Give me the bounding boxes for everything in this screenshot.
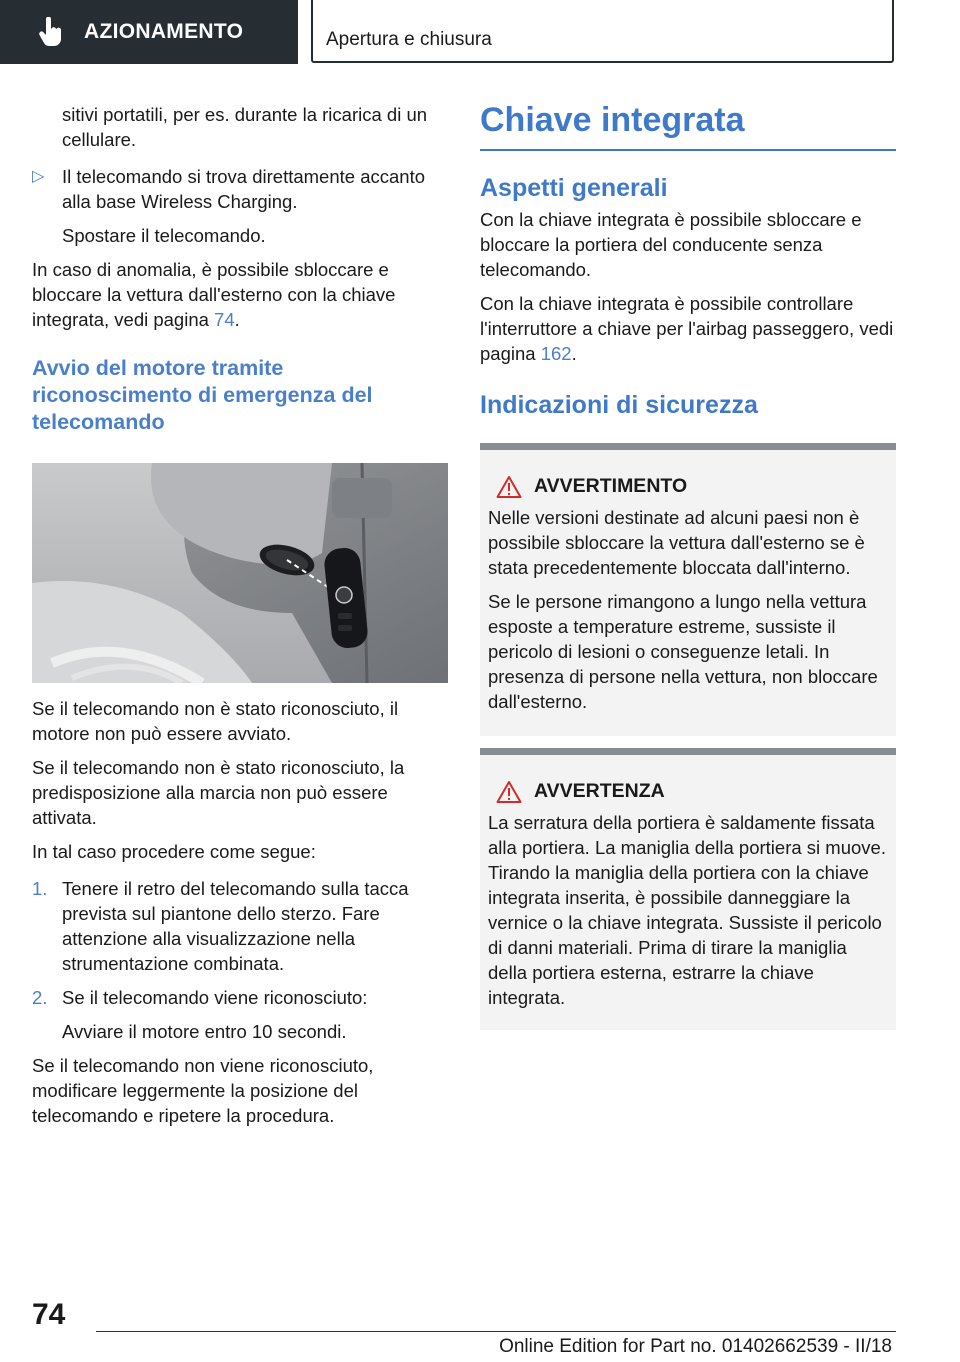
- left-column: [32, 102, 448, 1128]
- right-column: [480, 100, 896, 1030]
- warning-triangle-icon: [496, 780, 522, 804]
- caution-title: AVVERTENZA: [496, 779, 888, 804]
- hand-pointer-icon: [38, 17, 64, 47]
- footer-edition: Online Edition for Part no. 01402662539 - II/18: [499, 1336, 892, 1357]
- step-item-1: [32, 876, 448, 976]
- anomaly-paragraph: In caso di anomalia, è possibile sbloccare e bloccare la vettura dall'esterno con la chiave integrata, vedi pagina 74.: [32, 259, 396, 330]
- paragraph-1: Se il telecomando non è stato riconosciuto, il motore non può essere avviato.: [32, 698, 399, 744]
- caution-paragraph: La serratura della portiera è saldamente fissata alla portiera. La maniglia della portiera si muove. Tirando la maniglia della portiera con la chiave integrata inserita, è possibile danneggiare la vernice o la chiave integrata. Sussiste il pericolo di danni materiali. Prima di tirare la maniglia della portiera esterna, estrarre la chiave integrata.: [488, 812, 886, 1008]
- chapter-title: Apertura e chiusura: [326, 29, 492, 50]
- step-number: 2.: [32, 987, 48, 1008]
- paragraph-2: Se il telecomando non è stato riconosciuto, la predisposizione alla marcia non può essere attivata.: [32, 757, 405, 828]
- general-paragraph-2: Con la chiave integrata è possibile controllare l'interruttore a chiave per l'airbag passeggero, vedi pagina 162.: [480, 293, 894, 364]
- bullet-text: Il telecomando si trova direttamente accanto alla base Wireless Charging.: [62, 166, 425, 212]
- page-section-title: Chiave integrata: [480, 100, 896, 151]
- step-text: Tenere il retro del telecomando sulla tacca prevista sul piantone dello sterzo. Fare attenzione alla visualizzazione nella strumentazione combinata.: [62, 878, 409, 974]
- bullet-subtext: Spostare il telecomando.: [62, 225, 266, 246]
- step-number: 1.: [32, 878, 48, 899]
- continued-text: sitivi portatili, per es. durante la ricarica di un cellulare.: [62, 104, 428, 150]
- subheading-general: Aspetti generali: [480, 174, 668, 202]
- page-link-162[interactable]: 162: [540, 343, 572, 364]
- step-text: Se il telecomando viene riconosciuto:: [62, 987, 368, 1008]
- paragraph-3: In tal caso procedere come segue:: [32, 841, 316, 862]
- general-paragraph-1: Con la chiave integrata è possibile sbloccare e bloccare la portiera del conducente senza telecomando.: [480, 209, 862, 280]
- step-item-2: [32, 985, 448, 1010]
- subheading-safety: Indicazioni di sicurezza: [480, 391, 758, 419]
- step-2-subtext: Avviare il motore entro 10 secondi.: [62, 1021, 347, 1042]
- header-section-tab: [0, 0, 298, 64]
- steering-column-key-photo: [32, 463, 448, 683]
- bullet-marker: ▷: [32, 168, 45, 185]
- warning-paragraph-2: Se le persone rimangono a lungo nella vettura esposte a temperature estreme, sussiste il pericolo di lesioni o conseguenze letali. In presenza di persone nella vettura, non bloccare dall'esterno.: [488, 591, 878, 712]
- warning-triangle-icon: [496, 475, 522, 499]
- section-title: AZIONAMENTO: [84, 20, 244, 43]
- caution-box: [480, 748, 896, 1030]
- section-heading: Avvio del motore tramite riconoscimento di emergenza del telecomando: [32, 356, 373, 434]
- warning-box: [480, 443, 896, 736]
- page-number: 74: [32, 1298, 66, 1331]
- warning-title: AVVERTIMENTO: [496, 474, 888, 499]
- page-link-74[interactable]: 74: [214, 309, 235, 330]
- footer-divider: [96, 1331, 896, 1332]
- bullet-item: [32, 164, 448, 214]
- warning-paragraph-1: Nelle versioni destinate ad alcuni paesi non è possibile sbloccare la vettura dall'esterno se è stata precedentemente bloccata dall'interno.: [488, 507, 865, 578]
- paragraph-4: Se il telecomando non viene riconosciuto, modificare leggermente la posizione del telecomando e ripetere la procedura.: [32, 1055, 374, 1126]
